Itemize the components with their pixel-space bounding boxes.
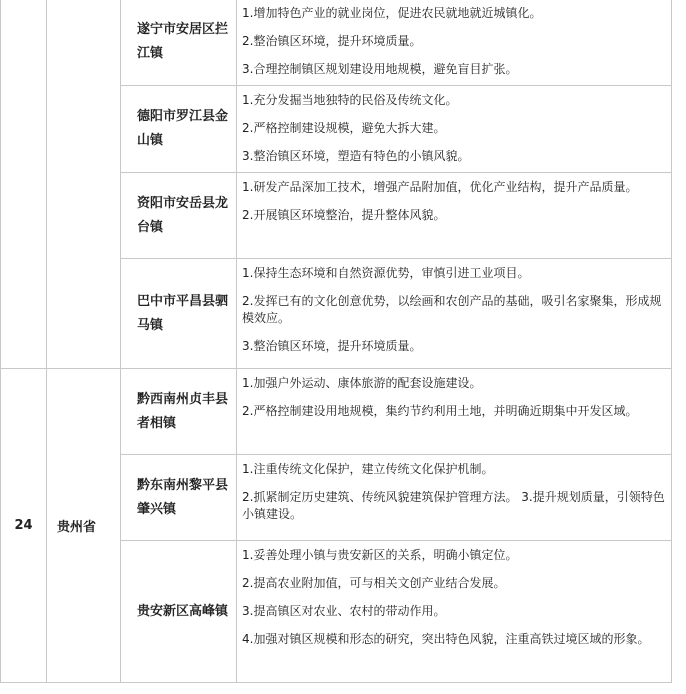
measure-item: 1.保持生态环境和自然资源优势，审慎引进工业项目。 xyxy=(242,266,530,280)
town-name-cell: 黔西南州贞丰县者相镇 xyxy=(121,369,237,455)
measures-cell xyxy=(237,541,672,683)
measure-item: 2.开展镇区环境整治，提升整体风貌。 xyxy=(242,208,446,222)
row-number-cell: 24 xyxy=(1,369,47,683)
measures-cell xyxy=(237,173,672,259)
town-name-cell: 巴中市平昌县驷马镇 xyxy=(121,259,237,369)
measure-item: 1.妥善处理小镇与贵安新区的关系，明确小镇定位。 xyxy=(242,548,518,562)
measure-item: 1.增加特色产业的就业岗位，促进农民就地就近城镇化。 xyxy=(242,6,542,20)
table-row xyxy=(1,369,672,455)
measures-cell xyxy=(237,259,672,369)
town-name-cell: 遂宁市安居区拦江镇 xyxy=(121,0,237,86)
measure-item: 1.充分发掘当地独特的民俗及传统文化。 xyxy=(242,93,458,107)
row-number-cell xyxy=(1,0,47,369)
measure-item: 2.抓紧制定历史建筑、传统风貌建筑保护管理方法。 3.提升规划质量，引领特色小镇建设。 xyxy=(242,490,665,521)
town-name-cell: 黔东南州黎平县肇兴镇 xyxy=(121,455,237,541)
measure-item: 3.合理控制镇区规划建设用地规模，避免盲目扩张。 xyxy=(242,62,518,76)
measures-cell xyxy=(237,455,672,541)
measures-cell xyxy=(237,86,672,173)
table-body xyxy=(1,0,672,683)
measures-cell xyxy=(237,369,672,455)
measure-item: 2.严格控制建设用地规模，集约节约利用土地，并明确近期集中开发区域。 xyxy=(242,404,638,418)
measure-item: 2.整治镇区环境，提升环境质量。 xyxy=(242,34,422,48)
measure-item: 1.研发产品深加工技术，增强产品附加值，优化产业结构，提升产品质量。 xyxy=(242,180,638,194)
town-name-cell: 贵安新区高峰镇 xyxy=(121,541,237,683)
town-name-cell: 资阳市安岳县龙台镇 xyxy=(121,173,237,259)
measures-cell xyxy=(237,0,672,86)
measure-item: 2.提高农业附加值，可与相关文创产业结合发展。 xyxy=(242,576,506,590)
measure-item: 3.整治镇区环境，提升环境质量。 xyxy=(242,339,422,353)
measure-item: 3.整治镇区环境，塑造有特色的小镇风貌。 xyxy=(242,149,470,163)
town-name-cell: 德阳市罗江县金山镇 xyxy=(121,86,237,173)
measure-item: 2.严格控制建设规模，避免大拆大建。 xyxy=(242,121,446,135)
province-cell xyxy=(47,0,121,369)
measure-item: 2.发挥已有的文化创意优势，以绘画和农创产品的基础，吸引名家聚集，形成规模效应。 xyxy=(242,294,662,325)
province-cell: 贵州省 xyxy=(47,369,121,683)
measure-item: 3.提高镇区对农业、农村的带动作用。 xyxy=(242,604,446,618)
table-row xyxy=(1,0,672,86)
measure-item: 1.加强户外运动、康体旅游的配套设施建设。 xyxy=(242,376,482,390)
measure-item: 1.注重传统文化保护，建立传统文化保护机制。 xyxy=(242,462,494,476)
measure-item: 4.加强对镇区规模和形态的研究，突出特色风貌，注重高铁过境区域的形象。 xyxy=(242,632,650,646)
